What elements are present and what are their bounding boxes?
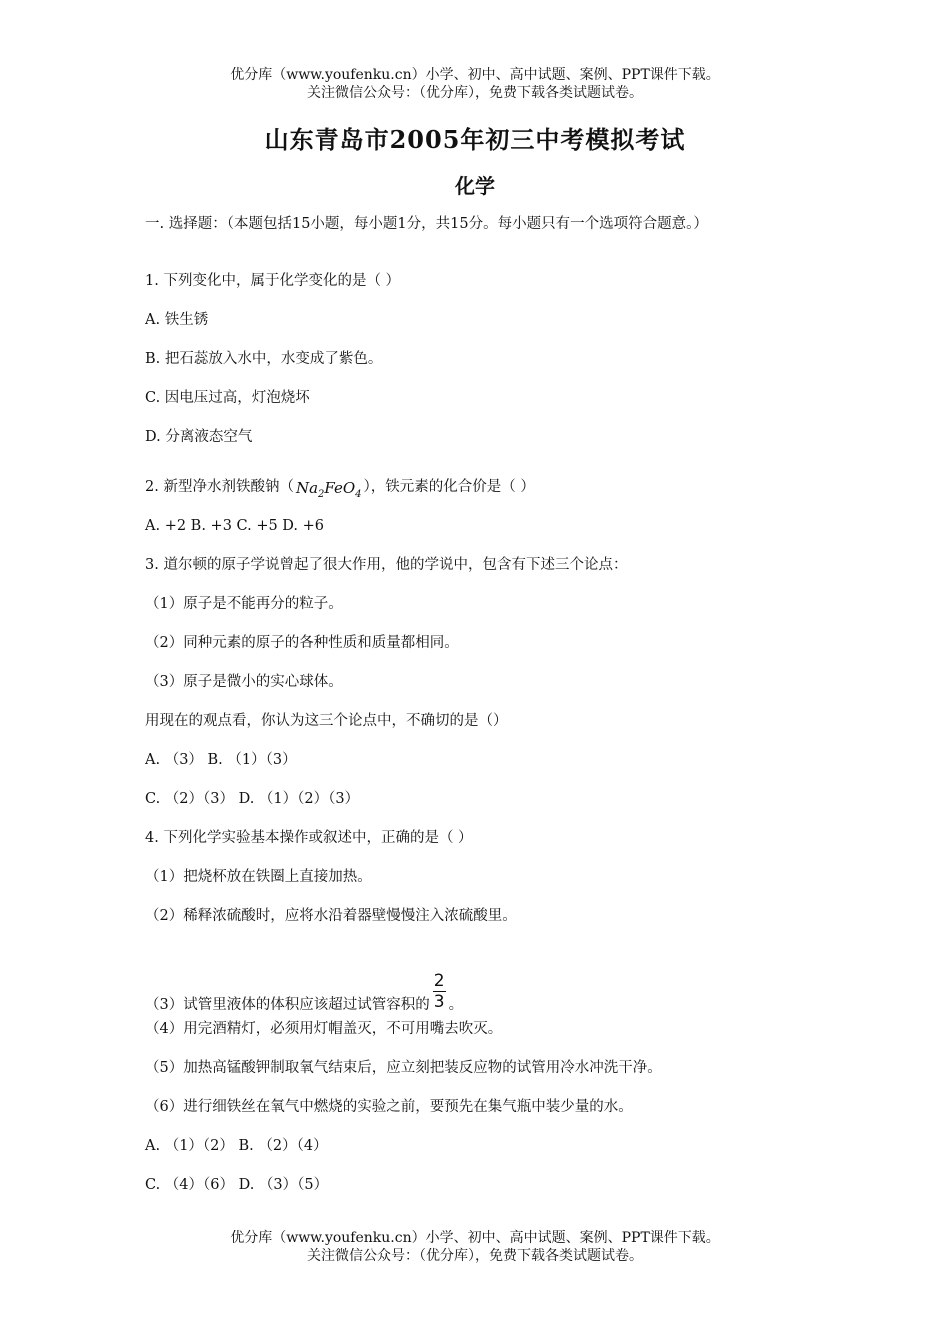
q4-point-3 — [145, 971, 795, 1018]
document-subtitle: 化学 — [455, 174, 495, 198]
fraction-numerator: 2 — [433, 971, 445, 991]
formula-na: Na — [295, 479, 319, 497]
q3-point-1: （1）原子是不能再分的粒子。 — [145, 596, 343, 612]
q4-point-2: （2）稀释浓硫酸时，应将水沿着器壁慢慢注入浓硫酸里。 — [145, 908, 517, 924]
page-header — [0, 66, 950, 102]
q3-options-2: C. （2）（3） D. （1）（2）（3） — [145, 791, 360, 807]
footer-line-2: 关注微信公众号：（优分库），免费下载各类试题试卷。 — [307, 1248, 643, 1264]
document-title: 山东青岛市2005年初三中考模拟考试 — [264, 125, 686, 154]
q3-question: 用现在的观点看，你认为这三个论点中，不确切的是（） — [145, 713, 508, 729]
q4-options-2: C. （4）（6） D. （3）（5） — [145, 1177, 329, 1193]
q1-option-c: C. 因电压过高，灯泡烧坏 — [145, 390, 310, 406]
q3-point-2: （2）同种元素的原子的各种性质和质量都相同。 — [145, 635, 459, 651]
chemical-formula — [296, 479, 362, 504]
q4-point-4: （4）用完酒精灯，必须用灯帽盖灭，不可用嘴去吹灭。 — [145, 1021, 503, 1037]
q3-options-1: A. （3） B. （1）（3） — [145, 752, 297, 768]
q2-stem-before: 2. 新型净水剂铁酸钠（ — [145, 479, 294, 495]
q4-point-3-after: 。 — [448, 997, 464, 1013]
header-line-2: 关注微信公众号：（优分库），免费下载各类试题试卷。 — [307, 85, 643, 101]
fraction-two-thirds — [433, 973, 446, 1010]
q1-stem: 1. 下列变化中，属于化学变化的是（ ） — [145, 273, 401, 289]
footer-line-1: 优分库（www.youfenku.cn）小学、初中、高中试题、案例、PPT课件下载。 — [230, 1230, 720, 1246]
q4-point-3-before: （3）试管里液体的体积应该超过试管容积的 — [145, 997, 430, 1013]
q3-stem: 3. 道尔顿的原子学说曾起了很大作用，他的学说中，包含有下述三个论点： — [145, 557, 628, 573]
q2-options: A. +2 B. +3 C. +5 D. +6 — [145, 518, 325, 534]
formula-sub-1: 2 — [318, 489, 325, 500]
q1-option-a: A. 铁生锈 — [145, 312, 209, 328]
header-line-1: 优分库（www.youfenku.cn）小学、初中、高中试题、案例、PPT课件下载。 — [230, 67, 720, 83]
q1-option-d: D. 分离液态空气 — [145, 429, 253, 445]
q2-stem — [145, 478, 795, 504]
formula-feo: FeO — [324, 479, 356, 497]
q1-option-b: B. 把石蕊放入水中，水变成了紫色。 — [145, 351, 383, 367]
section-intro: 一. 选择题：（本题包括15小题，每小题1分，共15分。每小题只有一个选项符合题意。） — [145, 216, 708, 232]
page-footer — [0, 1229, 950, 1265]
q2-stem-after: ），铁元素的化合价是（ ） — [363, 479, 535, 495]
q4-stem: 4. 下列化学实验基本操作或叙述中，正确的是（ ） — [145, 830, 473, 846]
q4-options-1: A. （1）（2） B. （2）（4） — [145, 1138, 328, 1154]
q4-point-6: （6）进行细铁丝在氧气中燃烧的实验之前，要预先在集气瓶中装少量的水。 — [145, 1099, 633, 1115]
q4-point-5: （5）加热高锰酸钾制取氧气结束后，应立刻把装反应物的试管用冷水冲洗干净。 — [145, 1060, 662, 1076]
formula-sub-2: 4 — [355, 489, 362, 500]
q3-point-3: （3）原子是微小的实心球体。 — [145, 674, 343, 690]
q4-point-1: （1）把烧杯放在铁圈上直接加热。 — [145, 869, 372, 885]
fraction-denominator: 3 — [433, 992, 445, 1012]
